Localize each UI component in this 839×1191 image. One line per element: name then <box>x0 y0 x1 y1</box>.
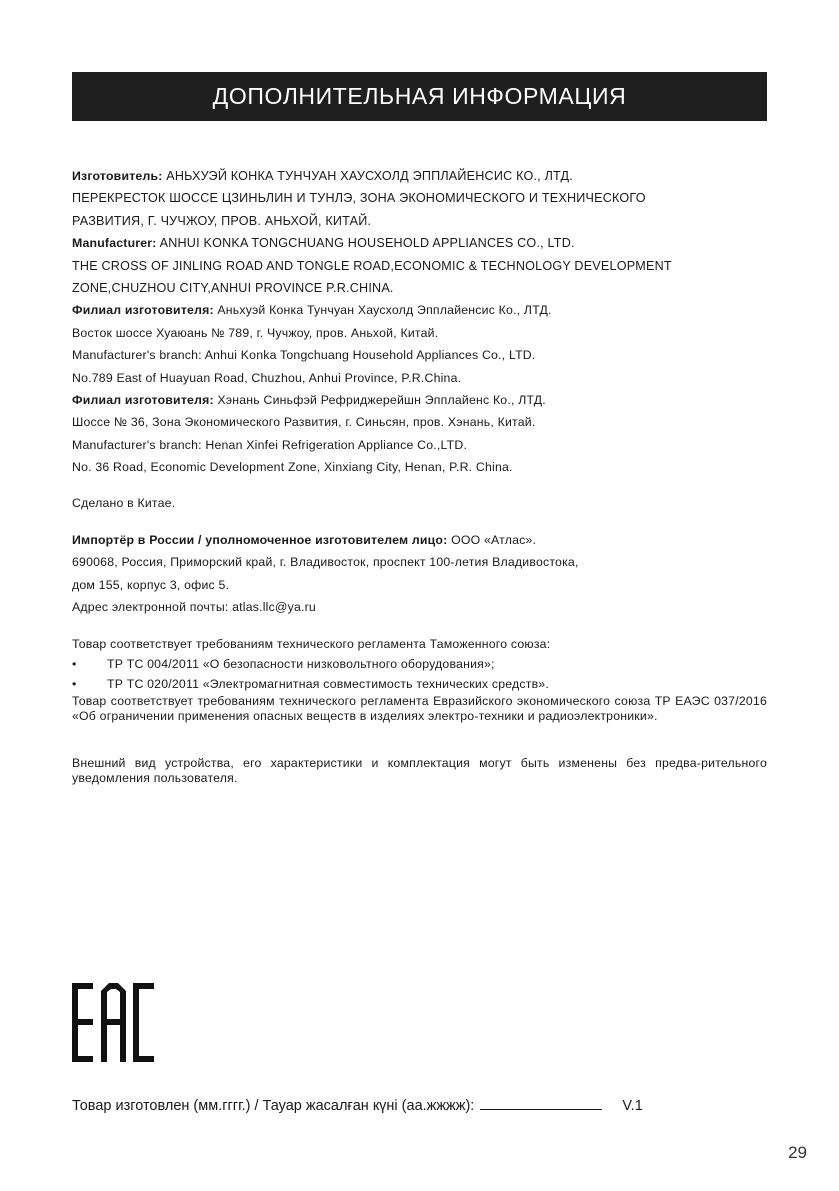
branch2-label: Филиал изготовителя: <box>72 392 214 407</box>
branch2-line <box>72 389 767 411</box>
bullet-icon: • <box>72 677 77 692</box>
importer-email: Адрес электронной почты: atlas.llc@ya.ru <box>72 600 316 615</box>
manufacturer-ru-line <box>72 165 767 187</box>
eac-mark-icon <box>72 983 154 1062</box>
eaeu-compliance-paragraph: Товар соответствует требованиям технического регламента Евразийского экономического союза ТР ЕАЭС 037/2016 «Об ограничении применения опасных веществ в изделиях электро-техники и радиоэлектроники». <box>72 694 767 724</box>
made-in-text: Сделано в Китае. <box>72 496 176 511</box>
importer-line <box>72 529 767 551</box>
document-body <box>72 165 767 786</box>
branch2-name-en: Manufacturer's branch: Henan Xinfei Refrigeration Appliance Co.,LTD. <box>72 437 468 452</box>
manufacturer-ru-name: АНЬХУЭЙ КОНКА ТУНЧУАН ХАУСХОЛД ЭППЛАЙЕНСИС КО., ЛТД. <box>162 169 573 183</box>
manufacturer-en-address-2: ZONE,CHUZHOU CITY,ANHUI PROVINCE P.R.CHINA. <box>72 280 394 295</box>
importer-name: ООО «Атлас». <box>447 532 537 547</box>
manufacturer-en-address-1: THE CROSS OF JINLING ROAD AND TONGLE ROAD,ECONOMIC & TECHNOLOGY DEVELOPMENT <box>72 258 672 273</box>
compliance-item-text: ТР ТС 004/2011 «О безопасности низковольтного оборудования»; <box>107 657 495 672</box>
compliance-item-text: ТР ТС 020/2011 «Электромагнитная совместимость технических средств». <box>107 677 549 692</box>
compliance-item <box>72 674 767 694</box>
importer-address-2: дом 155, корпус 3, офис 5. <box>72 577 230 592</box>
manufacture-date-label: Товар изготовлен (мм.гггг.) / Тауар жасалған күні (аа.жжжж): <box>72 1098 475 1114</box>
manufacturer-en-label: Manufacturer: <box>72 236 157 251</box>
disclaimer-paragraph: Внешний вид устройства, его характеристики и комплектация могут быть изменены без предва-рительного уведомления пользователя. <box>72 756 767 786</box>
branch2-address-ru: Шоссе № 36, Зона Экономического Развития, г. Синьсян, пров. Хэнань, Китай. <box>72 415 536 430</box>
compliance-item <box>72 654 767 674</box>
manufacture-date-blank <box>480 1097 602 1110</box>
section-header-bar <box>72 72 767 121</box>
manufacturer-ru-address-1: ПЕРЕКРЕСТОК ШОССЕ ЦЗИНЬЛИН И ТУНЛЭ, ЗОНА ЭКОНОМИЧЕСКОГО И ТЕХНИЧЕСКОГО <box>72 191 646 206</box>
bullet-icon: • <box>72 657 77 672</box>
version-label: V.1 <box>622 1098 643 1114</box>
branch1-address-en: No.789 East of Huayuan Road, Chuzhou, Anhui Province, P.R.China. <box>72 370 462 385</box>
manufacturer-en-name: ANHUI KONKA TONGCHUANG HOUSEHOLD APPLIANCES CO., LTD. <box>156 236 575 251</box>
importer-address-1: 690068, Россия, Приморский край, г. Владивосток, проспект 100-летия Владивостока, <box>72 555 579 570</box>
manufacture-date-line <box>72 1097 643 1119</box>
importer-label: Импортёр в России / уполномоченное изготовителем лицо: <box>72 532 448 547</box>
branch1-name-en: Manufacturer's branch: Anhui Konka Tongchuang Household Appliances Co., LTD. <box>72 348 536 363</box>
compliance-intro: Товар соответствует требованиям технического регламента Таможенного союза: <box>72 637 551 652</box>
manufacturer-ru-address-2: РАЗВИТИЯ, Г. ЧУЧЖОУ, ПРОВ. АНЬХОЙ, КИТАЙ. <box>72 213 372 228</box>
branch1-line <box>72 299 767 321</box>
manufacturer-en-line <box>72 232 767 254</box>
branch1-address-ru: Восток шоссе Хуаюань № 789, г. Чучжоу, пров. Аньхой, Китай. <box>72 325 439 340</box>
branch1-name-ru: Аньхуэй Конка Тунчуан Хаусхолд Эпплайенсис Ко., ЛТД. <box>213 303 552 318</box>
branch2-address-en: No. 36 Road, Economic Development Zone, Xinxiang City, Henan, P.R. China. <box>72 460 513 475</box>
page-number: 29 <box>788 1143 807 1162</box>
page-title: ДОПОЛНИТЕЛЬНАЯ ИНФОРМАЦИЯ <box>212 83 627 109</box>
branch1-label: Филиал изготовителя: <box>72 303 214 318</box>
branch2-name-ru: Хэнань Синьфэй Рефриджерейшн Эпплайенс Ко., ЛТД. <box>213 392 546 407</box>
manufacturer-ru-label: Изготовитель: <box>72 169 163 183</box>
